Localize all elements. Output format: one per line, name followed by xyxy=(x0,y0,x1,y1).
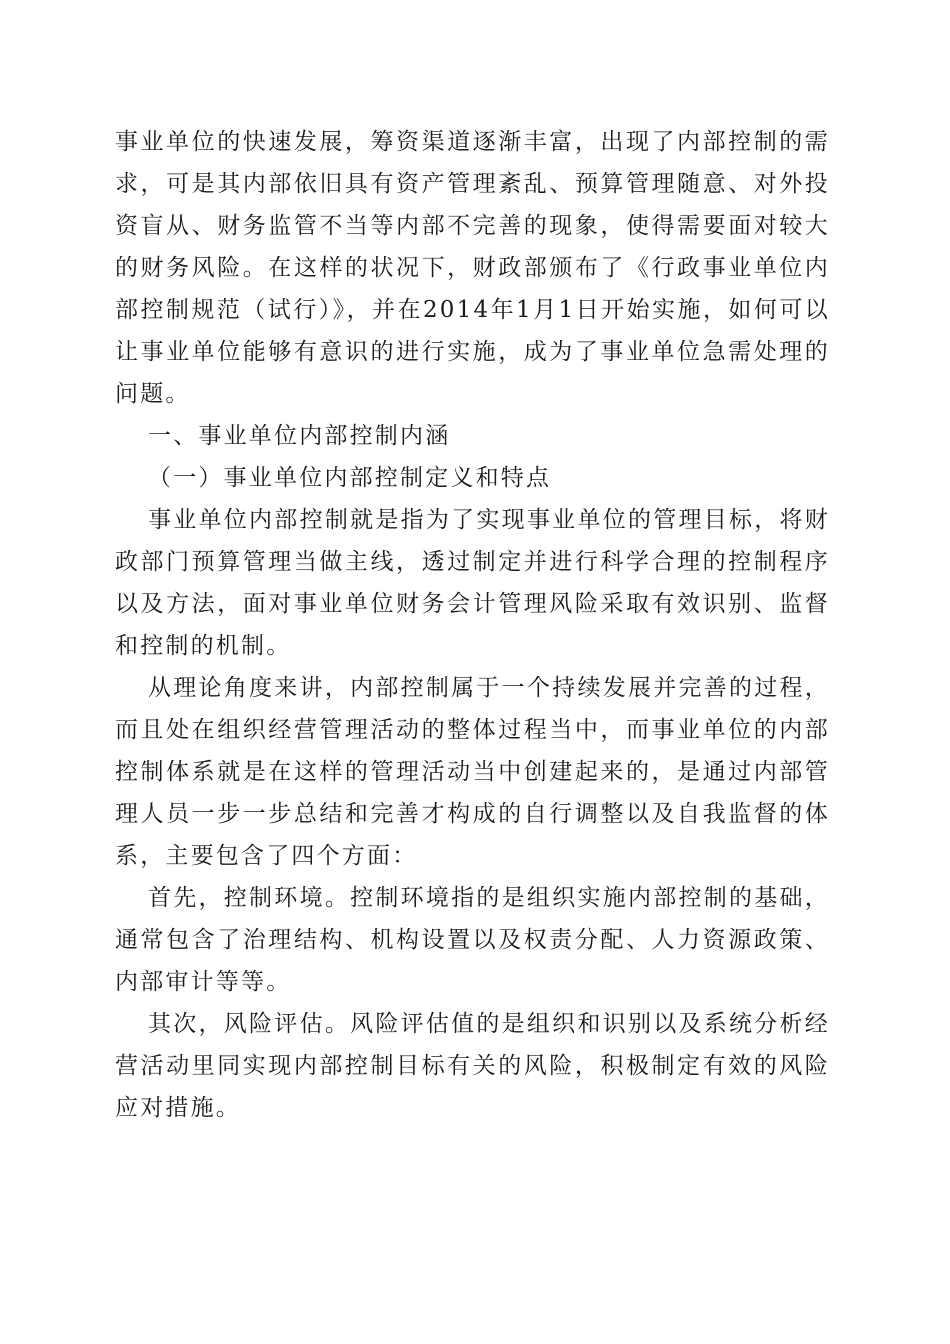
paragraph-risk-assessment: 其次，风险评估。风险评估值的是组织和识别以及系统分析经营活动里同实现内部控制目标有关的风险，积极制定有效的风险应对措施。 xyxy=(115,1011,830,1121)
subsection-heading: （一）事业单位内部控制定义和特点 xyxy=(148,465,552,491)
paragraph-intro: 事业单位的快速发展，筹资渠道逐渐丰富，出现了内部控制的需求，可是其内部依旧具有资产管理紊乱、预算管理随意、对外投资盲从、财务监管不当等内部不完善的现象，使得需要面对较大的财务风险。在这样的状况下，财政部颁布了《行政事业单位内部控制规范（试行）》，并在2014年1月1日开始实施，如何可以让事业单位能够有意识的进行实施，成为了事业单位急需处理的问题。 xyxy=(115,129,830,407)
section-heading: 一、事业单位内部控制内涵 xyxy=(148,423,451,449)
paragraph-definition: 事业单位内部控制就是指为了实现事业单位的管理目标，将财政部门预算管理当做主线，透过制定并进行科学合理的控制程序以及方法，面对事业单位财务会计管理风险采取有效识别、监督和控制的机制。 xyxy=(115,507,830,659)
document-body xyxy=(115,121,830,1129)
paragraph-control-environment: 首先，控制环境。控制环境指的是组织实施内部控制的基础，通常包含了治理结构、机构设置以及权责分配、人力资源政策、内部审计等等。 xyxy=(115,885,830,995)
paragraph-theory: 从理论角度来讲，内部控制属于一个持续发展并完善的过程，而且处在组织经营管理活动的整体过程当中，而事业单位的内部控制体系就是在这样的管理活动当中创建起来的，是通过内部管理人员一步一步总结和完善才构成的自行调整以及自我监督的体系，主要包含了四个方面： xyxy=(115,675,830,869)
